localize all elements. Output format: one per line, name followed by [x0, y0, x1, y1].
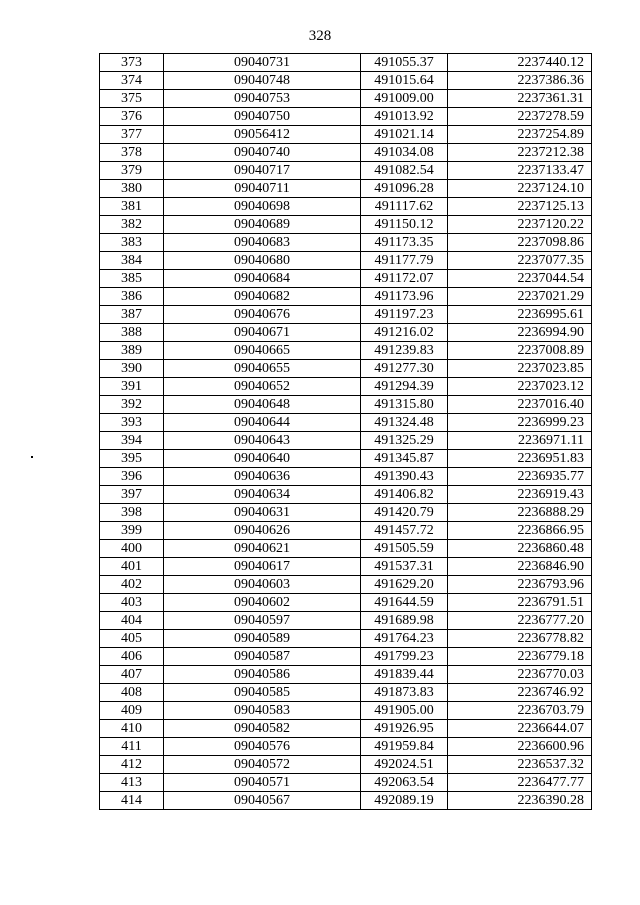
y-coordinate-cell: 2237023.85 [448, 360, 592, 378]
y-coordinate-cell: 2236778.82 [448, 630, 592, 648]
x-coordinate-cell: 491406.82 [361, 486, 448, 504]
x-coordinate-cell: 491013.92 [361, 108, 448, 126]
x-coordinate-cell: 491173.35 [361, 234, 448, 252]
y-coordinate-cell: 2237044.54 [448, 270, 592, 288]
y-coordinate-cell: 2236777.20 [448, 612, 592, 630]
code-cell: 09040682 [164, 288, 361, 306]
row-number-cell: 380 [100, 180, 164, 198]
table-row [100, 252, 592, 270]
y-coordinate-cell: 2236770.03 [448, 666, 592, 684]
table-row [100, 450, 592, 468]
table-row [100, 360, 592, 378]
table-row [100, 288, 592, 306]
y-coordinate-cell: 2236390.28 [448, 792, 592, 810]
x-coordinate-cell: 491959.84 [361, 738, 448, 756]
code-cell: 09040750 [164, 108, 361, 126]
table-row [100, 720, 592, 738]
row-number-cell: 392 [100, 396, 164, 414]
x-coordinate-cell: 491345.87 [361, 450, 448, 468]
code-cell: 09040683 [164, 234, 361, 252]
table-row [100, 738, 592, 756]
row-number-cell: 378 [100, 144, 164, 162]
y-coordinate-cell: 2237077.35 [448, 252, 592, 270]
table-row [100, 432, 592, 450]
code-cell: 09040643 [164, 432, 361, 450]
y-coordinate-cell: 2236793.96 [448, 576, 592, 594]
row-number-cell: 411 [100, 738, 164, 756]
code-cell: 09040731 [164, 54, 361, 72]
row-number-cell: 382 [100, 216, 164, 234]
row-number-cell: 388 [100, 324, 164, 342]
table-row [100, 630, 592, 648]
x-coordinate-cell: 491150.12 [361, 216, 448, 234]
row-number-cell: 413 [100, 774, 164, 792]
table-row [100, 306, 592, 324]
x-coordinate-cell: 491839.44 [361, 666, 448, 684]
y-coordinate-cell: 2236994.90 [448, 324, 592, 342]
table-row [100, 558, 592, 576]
y-coordinate-cell: 2237133.47 [448, 162, 592, 180]
code-cell: 09040636 [164, 468, 361, 486]
x-coordinate-cell: 491173.96 [361, 288, 448, 306]
table-row [100, 198, 592, 216]
table-row [100, 468, 592, 486]
x-coordinate-cell: 492089.19 [361, 792, 448, 810]
row-number-cell: 386 [100, 288, 164, 306]
table-row [100, 396, 592, 414]
y-coordinate-cell: 2237361.31 [448, 90, 592, 108]
code-cell: 09040753 [164, 90, 361, 108]
table-row [100, 774, 592, 792]
x-coordinate-cell: 491390.43 [361, 468, 448, 486]
x-coordinate-cell: 491197.23 [361, 306, 448, 324]
table-row [100, 648, 592, 666]
table-row [100, 162, 592, 180]
table-row [100, 594, 592, 612]
code-cell: 09040567 [164, 792, 361, 810]
code-cell: 09040589 [164, 630, 361, 648]
row-number-cell: 414 [100, 792, 164, 810]
y-coordinate-cell: 2236995.61 [448, 306, 592, 324]
row-number-cell: 397 [100, 486, 164, 504]
y-coordinate-cell: 2236644.07 [448, 720, 592, 738]
y-coordinate-cell: 2236951.83 [448, 450, 592, 468]
row-number-cell: 383 [100, 234, 164, 252]
x-coordinate-cell: 491873.83 [361, 684, 448, 702]
x-coordinate-cell: 491325.29 [361, 432, 448, 450]
x-coordinate-cell: 491294.39 [361, 378, 448, 396]
y-coordinate-cell: 2236477.77 [448, 774, 592, 792]
x-coordinate-cell: 491055.37 [361, 54, 448, 72]
code-cell: 09040583 [164, 702, 361, 720]
y-coordinate-cell: 2236600.96 [448, 738, 592, 756]
row-number-cell: 375 [100, 90, 164, 108]
code-cell: 09040603 [164, 576, 361, 594]
row-number-cell: 387 [100, 306, 164, 324]
code-cell: 09040602 [164, 594, 361, 612]
table-row [100, 756, 592, 774]
row-number-cell: 407 [100, 666, 164, 684]
table-row [100, 126, 592, 144]
x-coordinate-cell: 491009.00 [361, 90, 448, 108]
y-coordinate-cell: 2237386.36 [448, 72, 592, 90]
code-cell: 09056412 [164, 126, 361, 144]
row-number-cell: 402 [100, 576, 164, 594]
row-number-cell: 381 [100, 198, 164, 216]
x-coordinate-cell: 491117.62 [361, 198, 448, 216]
row-number-cell: 408 [100, 684, 164, 702]
x-coordinate-cell: 491764.23 [361, 630, 448, 648]
table-row [100, 324, 592, 342]
y-coordinate-cell: 2237124.10 [448, 180, 592, 198]
row-number-cell: 412 [100, 756, 164, 774]
x-coordinate-cell: 491689.98 [361, 612, 448, 630]
table-row [100, 486, 592, 504]
y-coordinate-cell: 2237440.12 [448, 54, 592, 72]
row-number-cell: 398 [100, 504, 164, 522]
row-number-cell: 410 [100, 720, 164, 738]
y-coordinate-cell: 2236935.77 [448, 468, 592, 486]
row-number-cell: 390 [100, 360, 164, 378]
x-coordinate-cell: 491420.79 [361, 504, 448, 522]
code-cell: 09040680 [164, 252, 361, 270]
code-cell: 09040665 [164, 342, 361, 360]
page-number: 328 [308, 28, 332, 44]
table-row [100, 342, 592, 360]
table-row [100, 378, 592, 396]
row-number-cell: 400 [100, 540, 164, 558]
x-coordinate-cell: 492063.54 [361, 774, 448, 792]
row-number-cell: 401 [100, 558, 164, 576]
code-cell: 09040582 [164, 720, 361, 738]
code-cell: 09040576 [164, 738, 361, 756]
y-coordinate-cell: 2236846.90 [448, 558, 592, 576]
x-coordinate-cell: 491315.80 [361, 396, 448, 414]
code-cell: 09040748 [164, 72, 361, 90]
y-coordinate-cell: 2236703.79 [448, 702, 592, 720]
code-cell: 09040684 [164, 270, 361, 288]
y-coordinate-cell: 2237212.38 [448, 144, 592, 162]
code-cell: 09040617 [164, 558, 361, 576]
code-cell: 09040626 [164, 522, 361, 540]
row-number-cell: 374 [100, 72, 164, 90]
x-coordinate-cell: 491096.28 [361, 180, 448, 198]
x-coordinate-cell: 491177.79 [361, 252, 448, 270]
y-coordinate-cell: 2237125.13 [448, 198, 592, 216]
y-coordinate-cell: 2236746.92 [448, 684, 592, 702]
row-number-cell: 391 [100, 378, 164, 396]
y-coordinate-cell: 2236888.29 [448, 504, 592, 522]
code-cell: 09040671 [164, 324, 361, 342]
code-cell: 09040652 [164, 378, 361, 396]
table-row [100, 72, 592, 90]
row-number-cell: 396 [100, 468, 164, 486]
x-coordinate-cell: 491015.64 [361, 72, 448, 90]
table-row [100, 234, 592, 252]
x-coordinate-cell: 491926.95 [361, 720, 448, 738]
y-coordinate-cell: 2236999.23 [448, 414, 592, 432]
row-number-cell: 395 [100, 450, 164, 468]
y-coordinate-cell: 2237254.89 [448, 126, 592, 144]
code-cell: 09040648 [164, 396, 361, 414]
table-row [100, 612, 592, 630]
code-cell: 09040597 [164, 612, 361, 630]
x-coordinate-cell: 491172.07 [361, 270, 448, 288]
y-coordinate-cell: 2236779.18 [448, 648, 592, 666]
y-coordinate-cell: 2237021.29 [448, 288, 592, 306]
y-coordinate-cell: 2236866.95 [448, 522, 592, 540]
table-row [100, 54, 592, 72]
y-coordinate-cell: 2237098.86 [448, 234, 592, 252]
y-coordinate-cell: 2236860.48 [448, 540, 592, 558]
table-row [100, 522, 592, 540]
row-number-cell: 373 [100, 54, 164, 72]
x-coordinate-cell: 491644.59 [361, 594, 448, 612]
code-cell: 09040634 [164, 486, 361, 504]
x-coordinate-cell: 491034.08 [361, 144, 448, 162]
code-cell: 09040572 [164, 756, 361, 774]
table-row [100, 90, 592, 108]
row-number-cell: 394 [100, 432, 164, 450]
coordinates-table [99, 53, 592, 810]
row-number-cell: 393 [100, 414, 164, 432]
x-coordinate-cell: 491457.72 [361, 522, 448, 540]
y-coordinate-cell: 2236919.43 [448, 486, 592, 504]
x-coordinate-cell: 491905.00 [361, 702, 448, 720]
row-number-cell: 379 [100, 162, 164, 180]
code-cell: 09040711 [164, 180, 361, 198]
x-coordinate-cell: 492024.51 [361, 756, 448, 774]
row-number-cell: 385 [100, 270, 164, 288]
table-row [100, 540, 592, 558]
table-row [100, 576, 592, 594]
code-cell: 09040689 [164, 216, 361, 234]
code-cell: 09040717 [164, 162, 361, 180]
row-number-cell: 403 [100, 594, 164, 612]
table-row [100, 684, 592, 702]
table-row [100, 108, 592, 126]
x-coordinate-cell: 491021.14 [361, 126, 448, 144]
code-cell: 09040586 [164, 666, 361, 684]
table-row [100, 702, 592, 720]
y-coordinate-cell: 2237016.40 [448, 396, 592, 414]
row-number-cell: 405 [100, 630, 164, 648]
table-row [100, 792, 592, 810]
y-coordinate-cell: 2237023.12 [448, 378, 592, 396]
row-number-cell: 389 [100, 342, 164, 360]
table-row [100, 666, 592, 684]
row-number-cell: 406 [100, 648, 164, 666]
code-cell: 09040585 [164, 684, 361, 702]
y-coordinate-cell: 2237278.59 [448, 108, 592, 126]
table-row [100, 414, 592, 432]
y-coordinate-cell: 2237120.22 [448, 216, 592, 234]
row-number-cell: 399 [100, 522, 164, 540]
y-coordinate-cell: 2237008.89 [448, 342, 592, 360]
table-row [100, 144, 592, 162]
y-coordinate-cell: 2236537.32 [448, 756, 592, 774]
x-coordinate-cell: 491082.54 [361, 162, 448, 180]
table-row [100, 180, 592, 198]
y-coordinate-cell: 2236791.51 [448, 594, 592, 612]
code-cell: 09040640 [164, 450, 361, 468]
table-row [100, 270, 592, 288]
x-coordinate-cell: 491324.48 [361, 414, 448, 432]
stray-mark [31, 456, 33, 458]
x-coordinate-cell: 491216.02 [361, 324, 448, 342]
code-cell: 09040698 [164, 198, 361, 216]
code-cell: 09040621 [164, 540, 361, 558]
code-cell: 09040644 [164, 414, 361, 432]
row-number-cell: 376 [100, 108, 164, 126]
code-cell: 09040631 [164, 504, 361, 522]
code-cell: 09040676 [164, 306, 361, 324]
x-coordinate-cell: 491629.20 [361, 576, 448, 594]
table-row [100, 504, 592, 522]
table-row [100, 216, 592, 234]
row-number-cell: 384 [100, 252, 164, 270]
code-cell: 09040740 [164, 144, 361, 162]
x-coordinate-cell: 491277.30 [361, 360, 448, 378]
code-cell: 09040587 [164, 648, 361, 666]
x-coordinate-cell: 491239.83 [361, 342, 448, 360]
y-coordinate-cell: 2236971.11 [448, 432, 592, 450]
code-cell: 09040655 [164, 360, 361, 378]
x-coordinate-cell: 491799.23 [361, 648, 448, 666]
x-coordinate-cell: 491537.31 [361, 558, 448, 576]
code-cell: 09040571 [164, 774, 361, 792]
row-number-cell: 409 [100, 702, 164, 720]
x-coordinate-cell: 491505.59 [361, 540, 448, 558]
row-number-cell: 404 [100, 612, 164, 630]
row-number-cell: 377 [100, 126, 164, 144]
